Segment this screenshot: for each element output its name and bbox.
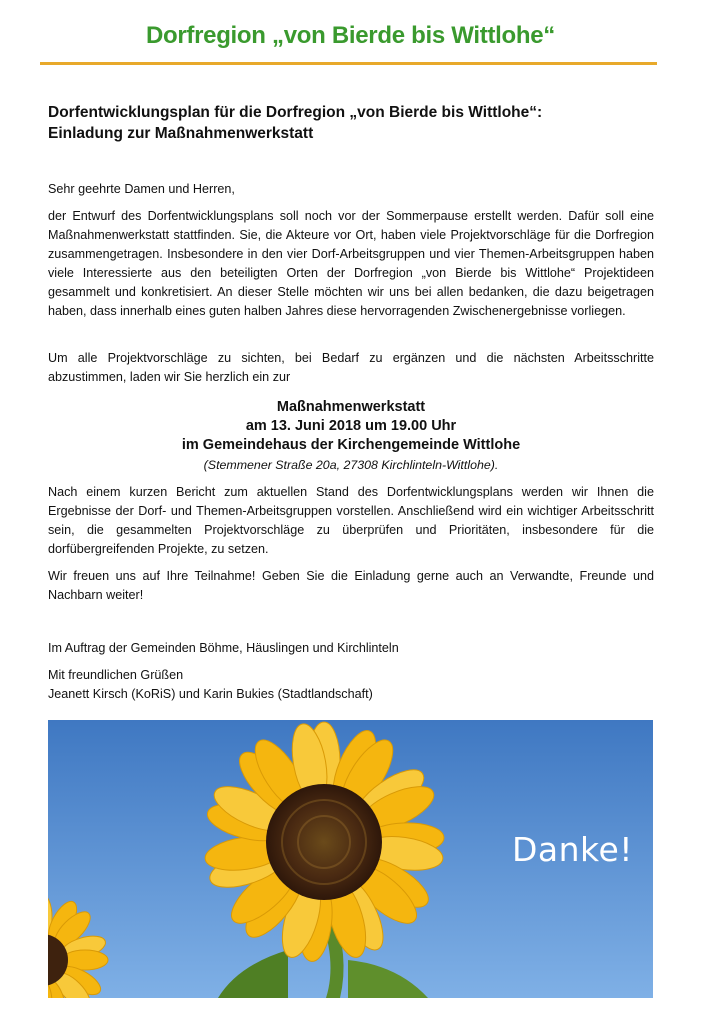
event-venue: im Gemeindehaus der Kirchengemeinde Wittlohe [181,437,521,453]
event-date: am 13. Juni 2018 um 19.00 Uhr [245,418,457,434]
paragraph-agenda: Nach einem kurzen Bericht zum aktuellen Stand des Dorfentwicklungsplans werden wir Ihnen die Ergebnisse der Dorf- und Themen-Arbeitsgruppen vorstellen. Anschließend wird ein wichtiger Arbeitsschritt sein, die gesammelten Projektvorschläge zu überprüfen und Prioritäten, insbesondere für die dorfübergreifenden Projekte, zu setzen. [48,485,654,556]
thank-you-caption: Danke! [512,830,634,869]
signatures: Jeanett Kirsch (KoRiS) und Karin Bukies (Stadtlandschaft) [48,687,373,701]
paragraph-closing-request: Wir freuen uns auf Ihre Teilnahme! Geben Sie die Einladung gerne auch an Verwandte, Freunde und Nachbarn weiter! [48,569,654,602]
event-title: Maßnahmenwerkstatt [276,399,426,415]
document-heading [48,102,658,144]
event-address: (Stemmener Straße 20a, 27308 Kirchlinteln-Wittlohe). [203,458,499,472]
closing-greeting: Mit freundlichen Grüßen [48,668,184,682]
paragraph-intro: der Entwurf des Dorfentwicklungsplans soll noch vor der Sommerpause erstellt werden. Dafür soll eine Maßnahmenwerkstatt stattfinden. Sie, die Akteure vor Ort, haben viele Projektvorschläge für die Dorfregion zusammengetragen. Insbesondere in den vier Dorf-Arbeitsgruppen und vier Themen-Arbeitsgruppen haben viele Interessierte aus den beteiligten Orten der Dorfregion „von Bierde bis Wittlohe“ Projektideen gesammelt und konkretisiert. An dieser Stelle möchten wir uns bei allen bedanken, die dazu beigetragen haben, dass innerhalb eines guten halben Jahres diese hervorragenden Zwischenergebnisse vorliegen. [48,209,654,318]
commission-line: Im Auftrag der Gemeinden Böhme, Häuslingen und Kirchlinteln [48,641,399,655]
heading-line-2: Einladung zur Maßnahmenwerkstatt [48,125,314,142]
heading-line-1: Dorfentwicklungsplan für die Dorfregion „von Bierde bis Wittlohe“: [48,104,543,121]
header-divider [40,62,657,65]
salutation: Sehr geehrte Damen und Herren, [48,182,235,196]
paragraph-invitation: Um alle Projektvorschläge zu sichten, bei Bedarf zu ergänzen und die nächsten Arbeitsschritte abzustimmen, laden wir Sie herzlich ein zur [48,351,654,384]
page-title: Dorfregion „von Bierde bis Wittlohe“ [145,22,555,49]
